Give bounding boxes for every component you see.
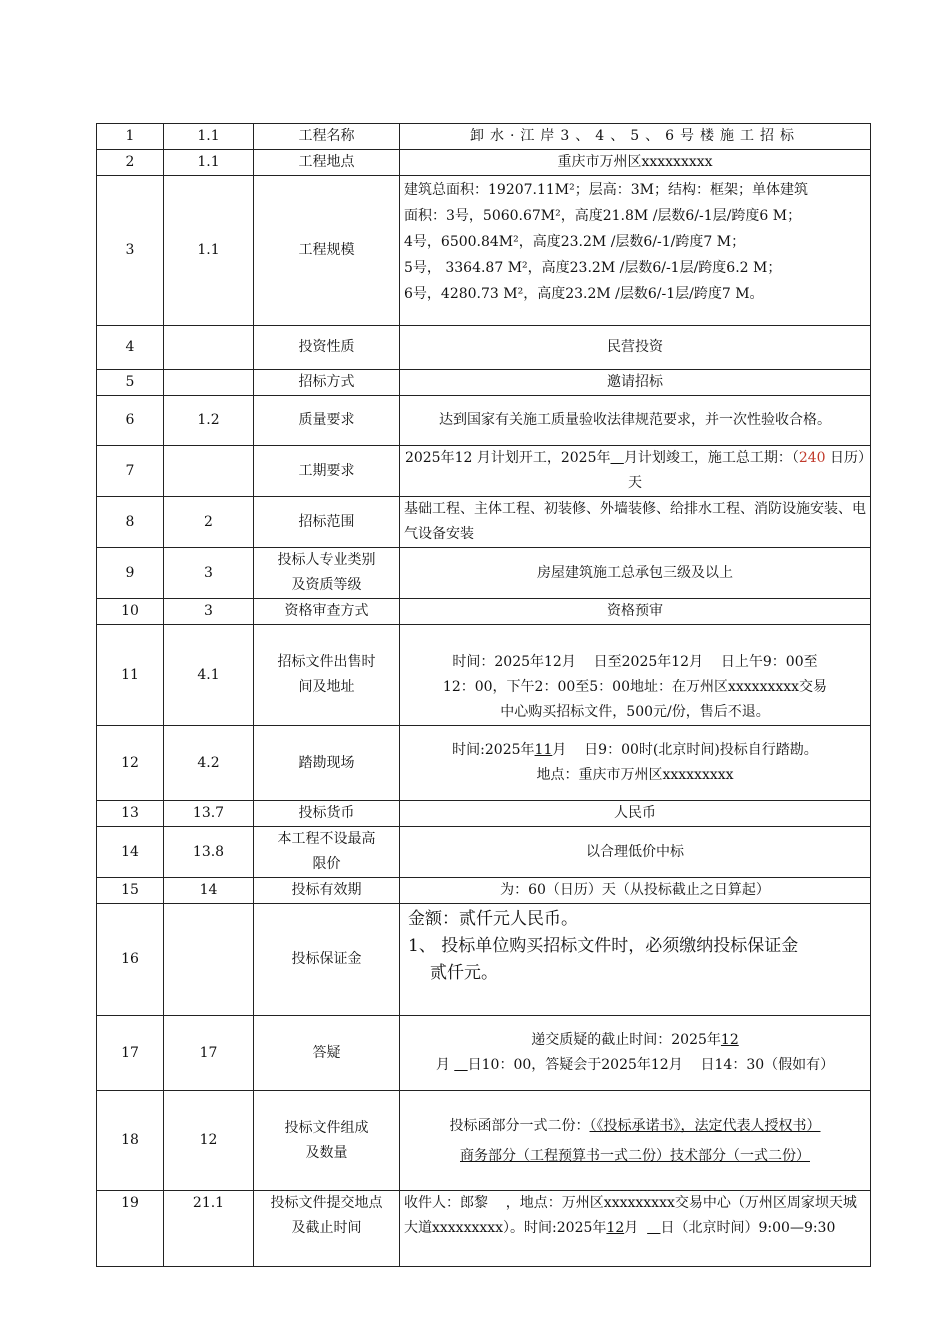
bid-documents: 投标函部分一式二份：（《投标承诺书》，法定代表人授权书） 商务部分（工程预算书一式二份）技术部分（一式二份） — [400, 1091, 871, 1191]
row-item: 工程规模 — [254, 176, 400, 326]
row-item: 工程地点 — [254, 150, 400, 176]
bid-currency: 人民币 — [400, 801, 871, 827]
row-item: 资格审查方式 — [254, 599, 400, 625]
row-item: 招标文件出售时 间及地址 — [254, 625, 400, 726]
row-clause: 1.1 — [164, 150, 254, 176]
row-no: 1 — [97, 124, 164, 150]
project-name: 卸水·江岸3、4、5、6号楼施工招标 — [400, 124, 871, 150]
row-no: 4 — [97, 326, 164, 370]
project-location: 重庆市万州区xxxxxxxxx — [400, 150, 871, 176]
row-clause: 12 — [164, 1091, 254, 1191]
table-row — [97, 497, 871, 548]
row-no: 7 — [97, 446, 164, 497]
row-clause: 4.1 — [164, 625, 254, 726]
price-rule: 以合理低价中标 — [400, 827, 871, 878]
row-no: 11 — [97, 625, 164, 726]
row-clause — [164, 904, 254, 1016]
row-item: 投标保证金 — [254, 904, 400, 1016]
row-item: 投标人专业类别 及资质等级 — [254, 548, 400, 599]
bid-validity: 为：60（日历）天（从投标截止之日算起） — [400, 878, 871, 904]
table-row — [97, 1091, 871, 1191]
tender-scope: 基础工程、主体工程、初装修、外墙装修、给排水工程、消防设施安装、电气设备安装 — [400, 497, 871, 548]
qualification-review: 资格预审 — [400, 599, 871, 625]
table-row — [97, 370, 871, 396]
row-item: 质量要求 — [254, 396, 400, 446]
table-row — [97, 124, 871, 150]
row-clause — [164, 370, 254, 396]
table-row — [97, 1016, 871, 1091]
tender-method: 邀请招标 — [400, 370, 871, 396]
row-clause: 1.1 — [164, 124, 254, 150]
table-row — [97, 599, 871, 625]
row-no: 9 — [97, 548, 164, 599]
row-clause: 13.7 — [164, 801, 254, 827]
row-clause: 14 — [164, 878, 254, 904]
table-row — [97, 176, 871, 326]
row-item: 工程名称 — [254, 124, 400, 150]
row-clause: 3 — [164, 548, 254, 599]
investment-type: 民营投资 — [400, 326, 871, 370]
row-no: 10 — [97, 599, 164, 625]
schedule-requirement: 2025年12 月计划开工，2025年 月计划竣工，施工总工期：（240 日历）天 — [400, 446, 871, 497]
row-item: 投标货币 — [254, 801, 400, 827]
row-item: 招标方式 — [254, 370, 400, 396]
row-clause: 21.1 — [164, 1191, 254, 1267]
row-no: 18 — [97, 1091, 164, 1191]
row-no: 17 — [97, 1016, 164, 1091]
document-sale: 时间：2025年12月 日至2025年12月 日上午9：00至 12：00，下午2：00至5：00地址：在万州区xxxxxxxxx交易 中心购买招标文件，500元/份，售后不退。 — [400, 625, 871, 726]
submission-info: 收件人：郎黎 ，地点：万州区xxxxxxxxx交易中心（万州区周家坝天城大道xxxxxxxxx）。时间:2025年12月 日（北京时间）9:00—9:30 — [400, 1191, 871, 1267]
table-row — [97, 1191, 871, 1267]
table-row — [97, 326, 871, 370]
row-no: 5 — [97, 370, 164, 396]
table-row — [97, 625, 871, 726]
row-no: 15 — [97, 878, 164, 904]
row-no: 14 — [97, 827, 164, 878]
row-clause: 13.8 — [164, 827, 254, 878]
row-no: 3 — [97, 176, 164, 326]
row-clause — [164, 326, 254, 370]
row-clause: 2 — [164, 497, 254, 548]
row-no: 13 — [97, 801, 164, 827]
row-no: 2 — [97, 150, 164, 176]
row-item: 投标有效期 — [254, 878, 400, 904]
row-item: 答疑 — [254, 1016, 400, 1091]
row-clause — [164, 446, 254, 497]
row-no: 8 — [97, 497, 164, 548]
row-clause: 17 — [164, 1016, 254, 1091]
qa-session: 递交质疑的截止时间：2025年12月 日10：00，答疑会于2025年12月 日14：30（假如有） — [400, 1016, 871, 1091]
total-days: 240 — [798, 450, 826, 466]
bid-bond: 金额：贰仟元人民币。 1、 投标单位购买招标文件时，必须缴纳投标保证金 贰仟元。 — [400, 904, 871, 1016]
bid-info-table — [96, 123, 871, 1267]
table-row — [97, 827, 871, 878]
qualification-level: 房屋建筑施工总承包三级及以上 — [400, 548, 871, 599]
table-row — [97, 878, 871, 904]
row-clause: 3 — [164, 599, 254, 625]
row-clause: 4.2 — [164, 726, 254, 801]
row-item: 投标文件组成 及数量 — [254, 1091, 400, 1191]
table-row — [97, 726, 871, 801]
table-row — [97, 446, 871, 497]
row-no: 19 — [97, 1191, 164, 1267]
row-item: 踏勘现场 — [254, 726, 400, 801]
table-row — [97, 801, 871, 827]
row-clause: 1.1 — [164, 176, 254, 326]
row-item: 本工程不设最高 限价 — [254, 827, 400, 878]
table-row — [97, 396, 871, 446]
row-item: 投资性质 — [254, 326, 400, 370]
quality-requirement: 达到国家有关施工质量验收法律规范要求，并一次性验收合格。 — [400, 396, 871, 446]
site-visit: 时间:2025年11月 日9：00时(北京时间)投标自行踏勘。 地点：重庆市万州区xxxxxxxxx — [400, 726, 871, 801]
table-row — [97, 904, 871, 1016]
project-scale: 建筑总面积：19207.11M²；层高：3M；结构：框架；单体建筑 面积：3号，5060.67M²，高度21.8M /层数6/-1层/跨度6 M； 4号，6500.84M²，高度23.2M /层数6/-1/跨度7 M； 5号， 3364.87 M²，高度23.2M /层数6/-1层/跨度6.2 M； 6号，4280.73 M²，高度23.2M /层数6/-1层/跨度7 M。 — [400, 176, 871, 326]
row-no: 12 — [97, 726, 164, 801]
row-item: 工期要求 — [254, 446, 400, 497]
row-no: 6 — [97, 396, 164, 446]
row-no: 16 — [97, 904, 164, 1016]
row-clause: 1.2 — [164, 396, 254, 446]
table-row — [97, 548, 871, 599]
row-item: 招标范围 — [254, 497, 400, 548]
row-item: 投标文件提交地点 及截止时间 — [254, 1191, 400, 1267]
table-row — [97, 150, 871, 176]
